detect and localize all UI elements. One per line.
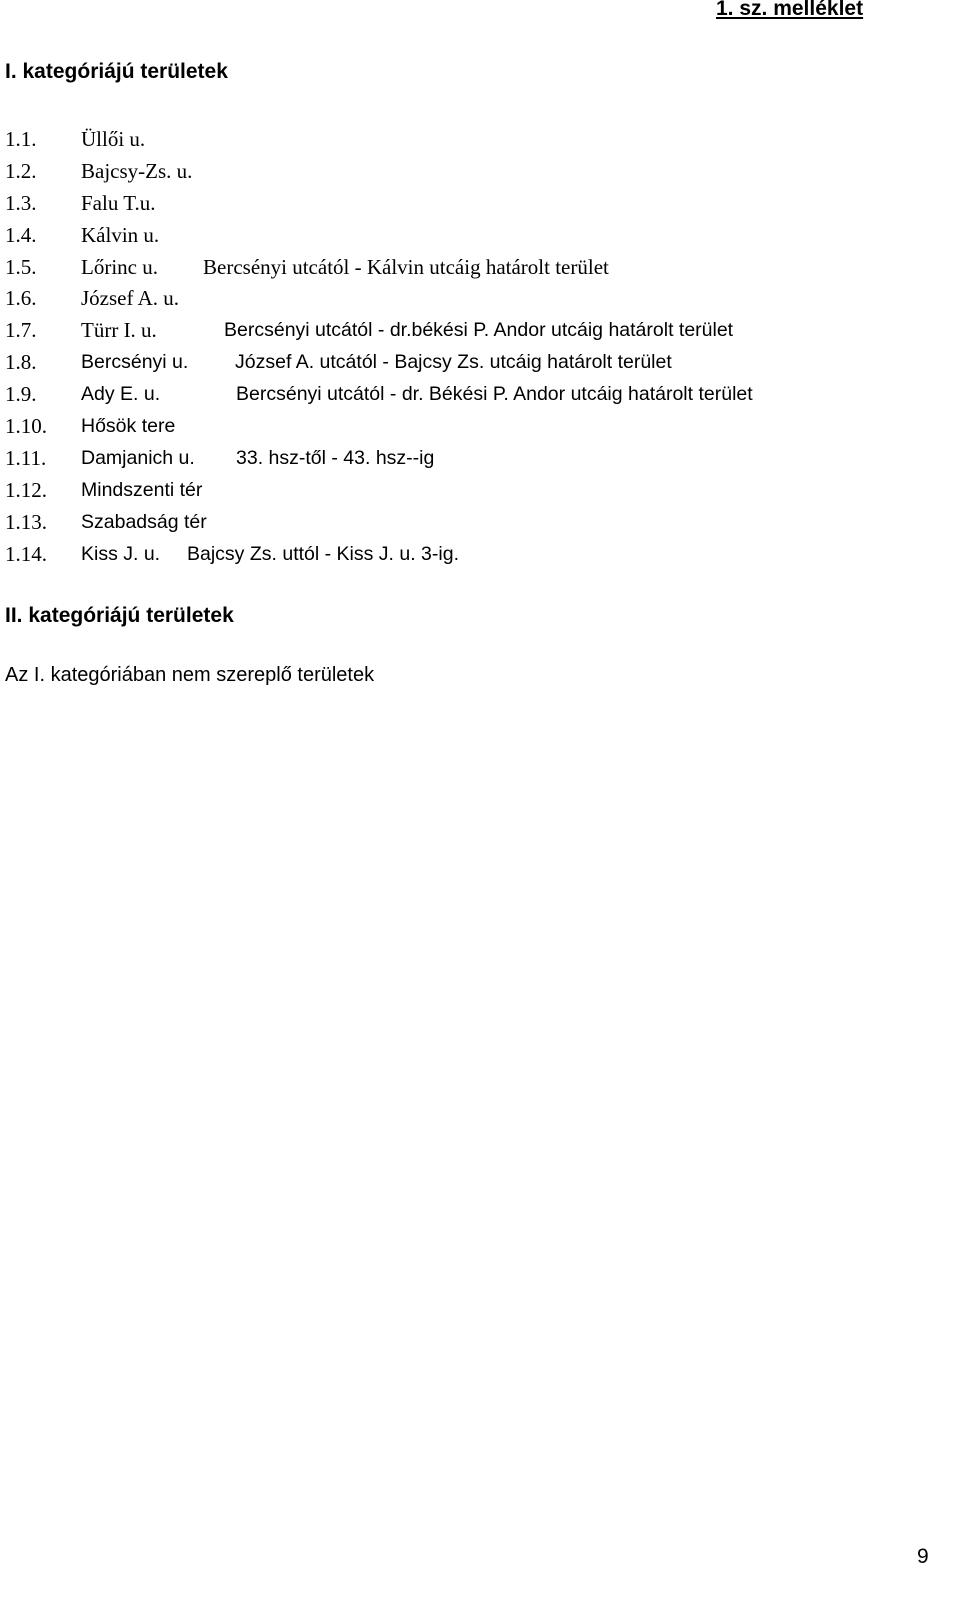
item-number: 1.5. bbox=[5, 254, 37, 279]
street-name: Szabadság tér bbox=[81, 510, 207, 533]
item-number: 1.2. bbox=[5, 158, 37, 183]
area-description: Bajcsy Zs. uttól - Kiss J. u. 3-ig. bbox=[187, 542, 459, 565]
item-number: 1.12. bbox=[5, 477, 47, 502]
item-number: 1.4. bbox=[5, 222, 37, 247]
category-1-heading: I. kategóriájú területek bbox=[5, 60, 228, 83]
street-name: Kálvin u. bbox=[81, 222, 160, 247]
item-number: 1.9. bbox=[5, 382, 37, 407]
area-description: 33. hsz-től - 43. hsz--ig bbox=[236, 446, 435, 469]
item-number: 1.1. bbox=[5, 127, 37, 151]
street-name: Türr I. u. bbox=[81, 318, 157, 343]
item-number: 1.7. bbox=[5, 318, 37, 343]
street-name: Ady E. u. bbox=[81, 383, 161, 406]
item-number: 1.6. bbox=[5, 286, 37, 311]
area-description: Bercsényi utcától - dr. Békési P. Andor utcáig határolt terület bbox=[236, 383, 753, 406]
street-name: Damjanich u. bbox=[81, 446, 195, 469]
area-description: Bercsényi utcától - dr.békési P. Andor utcáig határolt terület bbox=[224, 319, 734, 342]
item-number: 1.14. bbox=[5, 541, 47, 566]
street-name: Bajcsy-Zs. u. bbox=[81, 158, 193, 183]
area-description: Bercsényi utcától - Kálvin utcáig határolt terület bbox=[203, 254, 609, 279]
item-number: 1.11. bbox=[5, 445, 47, 470]
annex-label: 1. sz. melléklet bbox=[716, 0, 864, 20]
street-name: Mindszenti tér bbox=[81, 478, 203, 501]
street-name: Kiss J. u. bbox=[81, 542, 161, 565]
street-name: Hősök tere bbox=[81, 415, 176, 438]
street-name: Lőrinc u. bbox=[81, 254, 158, 279]
category-2-heading: II. kategóriájú területek bbox=[5, 604, 234, 627]
item-number: 1.10. bbox=[5, 414, 47, 439]
category-2-text: Az I. kategóriában nem szereplő területek bbox=[5, 664, 375, 686]
item-number: 1.3. bbox=[5, 190, 37, 215]
street-name: József A. u. bbox=[81, 286, 179, 311]
item-number: 1.13. bbox=[5, 509, 47, 534]
area-description: József A. utcától - Bajcsy Zs. utcáig határolt terület bbox=[235, 351, 672, 374]
street-name: Üllői u. bbox=[81, 127, 146, 151]
item-number: 1.8. bbox=[5, 350, 37, 375]
page-number: 9 bbox=[917, 1545, 929, 1568]
street-name: Bercsényi u. bbox=[81, 351, 189, 374]
street-name: Falu T.u. bbox=[81, 190, 156, 215]
